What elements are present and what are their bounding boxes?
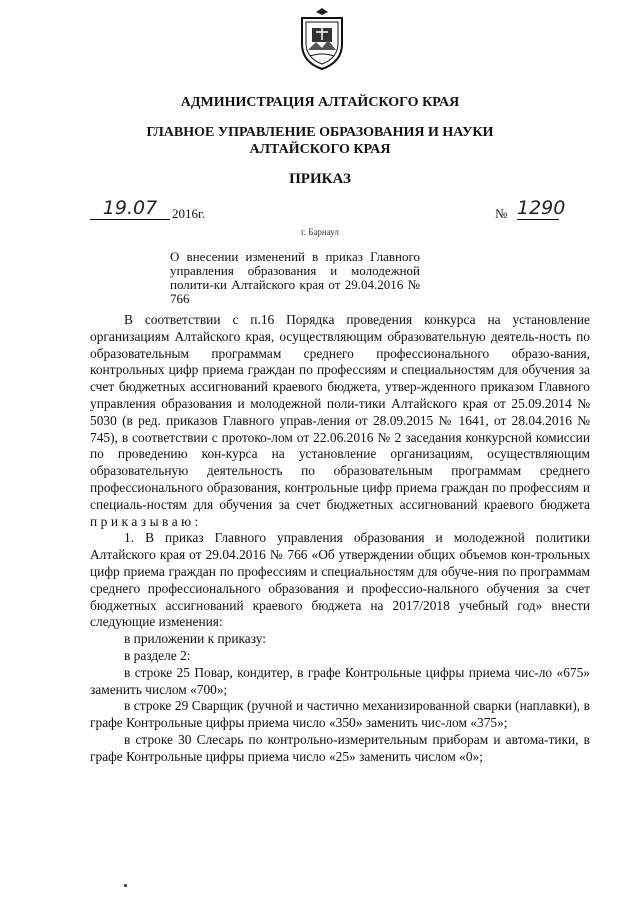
handwritten-date: 19.07 bbox=[90, 197, 170, 220]
date-year: 2016г. bbox=[172, 206, 206, 221]
document-subject: О внесении изменений в приказ Главного управления образования и молодежной полити-ки Алтайского края от 29.04.2016 № 766 bbox=[170, 249, 420, 306]
date-number-row bbox=[90, 197, 566, 225]
body-paragraph-row29: в строке 29 Сварщик (ручной и частично механизированной сварки (наплавки), в графе Контрольные цифры приема число «350» заменить чис-лом «375»; bbox=[90, 698, 590, 731]
body-paragraph-section: в разделе 2: bbox=[124, 647, 191, 663]
document-body bbox=[90, 312, 590, 766]
administration-title: АДМИНИСТРАЦИЯ АЛТАЙСКОГО КРАЯ bbox=[180, 95, 460, 110]
department-title-line2: АЛТАЙСКОГО КРАЯ bbox=[249, 142, 391, 157]
body-paragraph-appendix: в приложении к приказу: bbox=[124, 631, 266, 647]
page-mark bbox=[124, 884, 127, 887]
department-title-line1: ГЛАВНОЕ УПРАВЛЕНИЕ ОБРАЗОВАНИЯ И НАУКИ bbox=[146, 125, 494, 140]
handwritten-number: 1290 bbox=[517, 197, 566, 219]
department-title bbox=[0, 124, 640, 158]
preamble-text: В соответствии с п.16 Порядка проведения конкурса на установление организациям Алтайского края, осуществляющим образовательную деятель-ность по образовательным программам среднего профессионального образо-вания, контрольных цифр приема граждан по профессиям и специальностям для обучения за счет бюджетных ассигнований краевого бюджета, утвер-жденного приказом Главного управления образования и молодежной поли-тики Алтайского края от 25.09.2014 № 5030 (в ред. приказов Главного управ-ления от 28.09.2015 № 1641, от 28.04.2016 № 745), в соответствии с протоко-лом от 22.06.2016 № 2 заседания конкурсной комиссии по проведению кон-курса на установление организациям, осуществляющим образовательную деятельность по образовательным программам среднего профессионального образования, контрольные цифр приема граждан по профессиям и специаль-ностям для обучения за счет бюджетных ассигнований краевого бюджета bbox=[90, 312, 590, 512]
city-label: г. Барнаул bbox=[301, 227, 339, 237]
document-type-title: ПРИКАЗ bbox=[289, 171, 351, 187]
body-paragraph-preamble bbox=[90, 312, 590, 530]
body-paragraph-row25: в строке 25 Повар, кондитер, в графе Контрольные цифры приема чис-ло «675» заменить числом «700»; bbox=[90, 664, 590, 697]
body-paragraph-item1: 1. В приказ Главного управления образования и молодежной политики Алтайского края от 29.04.2016 № 766 «Об утверждении общих объемов кон-трольных цифр приема граждан по профессиям и специальностям для обуче-ния по программам среднего профессионального образования и профессио-нального обучения за счет бюджетных ассигнований краевого бюджета на 2017/2018 учебный год» внести следующие изменения: bbox=[90, 530, 590, 630]
body-paragraph-row30: в строке 30 Слесарь по контрольно-измерительным приборам и автома-тики, в графе Контрольные цифры приема число «25» заменить числом «0»; bbox=[90, 731, 590, 764]
number-label: № bbox=[495, 206, 508, 221]
order-word: приказываю: bbox=[90, 513, 202, 529]
coat-of-arms-emblem-icon bbox=[298, 6, 346, 72]
